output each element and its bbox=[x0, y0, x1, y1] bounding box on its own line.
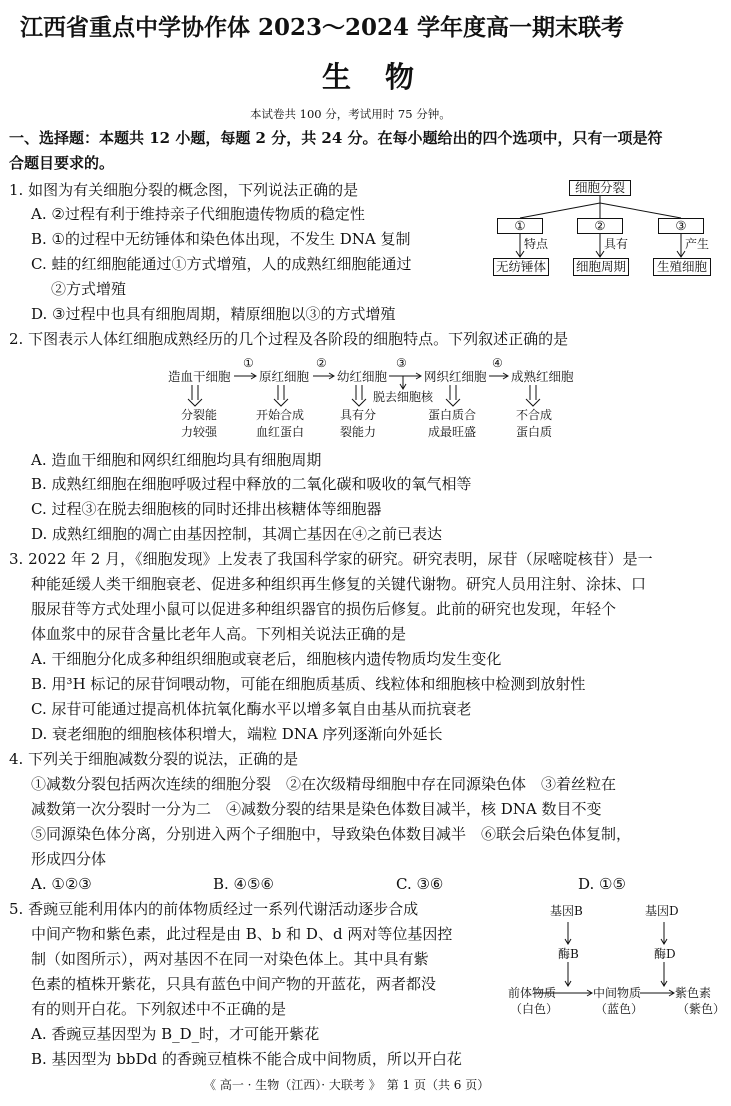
q2-step-4: ④ bbox=[492, 356, 503, 370]
q5-color-white: （白色） bbox=[510, 1002, 559, 1016]
q2-stage-2: 原红细胞 bbox=[259, 369, 310, 384]
q4-option-b: B. ④⑤⑥ bbox=[213, 875, 274, 893]
q3-option-b: B. 用³H 标记的尿苷饲喂动物，可能在细胞质基质、线粒体和细胞核中检测到放射性 bbox=[31, 675, 586, 693]
q2-step-1: ① bbox=[243, 356, 254, 370]
q2-stem: 2. 下图表示人体红细胞成熟经历的几个过程及各阶段的细胞特点。下列叙述正确的是 bbox=[9, 330, 569, 348]
q4-statement-line2: 减数第一次分裂时一分为二 ④减数分裂的结果是染色体数目减半，核 DNA 数目不变 bbox=[31, 800, 602, 818]
q2-branch-label: 脱去细胞核 bbox=[373, 390, 434, 404]
section-heading-line2: 合题目要求的。 bbox=[9, 154, 115, 172]
subject-title: 生物 bbox=[322, 60, 449, 94]
q2-stage-3: 幼红细胞 bbox=[337, 369, 388, 384]
q1-node-3: ③ bbox=[658, 218, 704, 234]
q4-stem: 4. 下列关于细胞减数分裂的说法，正确的是 bbox=[9, 750, 299, 768]
q5-enzyme-d: 酶D bbox=[654, 947, 676, 961]
q2-trait-4a: 蛋白质合 bbox=[428, 408, 477, 422]
exam-note: 本试卷共 100 分，考试用时 75 分钟。 bbox=[250, 107, 451, 121]
q3-option-a: A. 干细胞分化成多种组织细胞或衰老后，细胞核内遗传物质均发生变化 bbox=[31, 650, 502, 668]
q1-root-node: 细胞分裂 bbox=[569, 180, 631, 196]
q5-gene-d: 基因D bbox=[645, 904, 679, 918]
q2-option-b: B. 成熟红细胞在细胞呼吸过程中释放的二氧化碳和吸收的氧气相等 bbox=[31, 475, 472, 493]
q2-stage-5: 成熟红细胞 bbox=[511, 369, 574, 384]
q5-stem-line3: 制（如图所示），两对基因不在同一对染色体上。其中具有紫 bbox=[31, 950, 429, 968]
q3-stem-line3: 服尿苷等方式处理小鼠可以促进多种组织器官的损伤后修复。此前的研究也发现，年轻个 bbox=[31, 600, 617, 618]
q2-trait-5a: 不合成 bbox=[516, 408, 553, 422]
q2-trait-2a: 开始合成 bbox=[256, 408, 305, 422]
q5-color-blue: （蓝色） bbox=[595, 1002, 644, 1016]
q3-stem-line1: 3. 2022 年 2 月，《细胞发现》上发表了我国科学家的研究。研究表明，尿苷（尿嘧啶核苷）是一 bbox=[9, 550, 653, 568]
q4-statement-line3: ⑤同源染色体分离，分别进入两个子细胞中，导致染色体数目减半 ⑥联会后染色体复制， bbox=[31, 825, 632, 843]
q5-substance-purple: 紫色素 bbox=[675, 986, 712, 1000]
q5-substance-precursor: 前体物质 bbox=[508, 986, 557, 1000]
q1-option-a: A. ②过程有利于维持亲子代细胞遗传物质的稳定性 bbox=[31, 205, 365, 223]
section-heading-line1: 一、选择题：本题共 12 小题，每题 2 分，共 24 分。在每小题给出的四个选项中，只有一项是符 bbox=[9, 129, 663, 147]
q1-node-2: ② bbox=[577, 218, 623, 234]
q2-trait-1a: 分裂能 bbox=[181, 408, 218, 422]
q4-statement-line4: 形成四分体 bbox=[31, 850, 107, 868]
q1-option-b: B. ①的过程中无纺锤体和染色体出现，不发生 DNA 复制 bbox=[31, 230, 411, 248]
q2-step-2: ② bbox=[316, 356, 327, 370]
q2-trait-4b: 成最旺盛 bbox=[428, 425, 477, 439]
q2-trait-3b: 裂能力 bbox=[340, 425, 377, 439]
q2-option-c: C. 过程③在脱去细胞核的同时还排出核糖体等细胞器 bbox=[31, 500, 382, 518]
q4-option-d: D. ①⑤ bbox=[578, 875, 626, 893]
q5-stem-line4: 色素的植株开紫花，只具有蓝色中间产物的开蓝花，两者都没 bbox=[31, 975, 437, 993]
q1-stem: 1. 如图为有关细胞分裂的概念图，下列说法正确的是 bbox=[9, 181, 359, 199]
q5-gene-b: 基因B bbox=[550, 904, 583, 918]
q1-link-3: 产生 bbox=[685, 237, 710, 251]
q5-substance-intermediate: 中间物质 bbox=[593, 986, 642, 1000]
q2-trait-1b: 力较强 bbox=[181, 425, 218, 439]
q2-trait-5b: 蛋白质 bbox=[516, 425, 553, 439]
q5-enzyme-b: 酶B bbox=[558, 947, 579, 961]
q1-option-d: D. ③过程中也具有细胞周期，精原细胞以③的方式增殖 bbox=[31, 305, 396, 323]
page-footer: 《 高一 · 生物（江西）· 大联考 》 第 1 页（共 6 页） bbox=[204, 1078, 490, 1092]
q2-trait-3a: 具有分 bbox=[340, 408, 377, 422]
q3-option-d: D. 衰老细胞的细胞核体积增大，端粒 DNA 序列逐渐向外延长 bbox=[31, 725, 443, 743]
q5-option-a: A. 香豌豆基因型为 B_D_时，才可能开紫花 bbox=[31, 1025, 320, 1043]
exam-title: 江西省重点中学协作体 2023～2024 学年度高一期末联考 bbox=[20, 14, 625, 41]
q1-leaf-3: 生殖细胞 bbox=[653, 258, 711, 276]
q4-statement-line1: ①减数分裂包括两次连续的细胞分裂 ②在次级精母细胞中存在同源染色体 ③着丝粒在 bbox=[31, 775, 617, 793]
q2-stage-1: 造血干细胞 bbox=[168, 369, 231, 384]
q3-stem-line2: 种能延缓人类干细胞衰老、促进多种组织再生修复的关键代谢物。研究人员用注射、涂抹、口 bbox=[31, 575, 647, 593]
q5-color-purple: （紫色） bbox=[677, 1002, 726, 1016]
q2-option-a: A. 造血干细胞和网织红细胞均具有细胞周期 bbox=[31, 451, 322, 469]
q5-option-b: B. 基因型为 bbDd 的香豌豆植株不能合成中间物质，所以开白花 bbox=[31, 1050, 462, 1068]
q4-option-c: C. ③⑥ bbox=[396, 875, 444, 893]
q1-node-1: ① bbox=[497, 218, 543, 234]
q2-trait-2b: 血红蛋白 bbox=[256, 425, 305, 439]
q1-leaf-1: 无纺锤体 bbox=[493, 258, 549, 276]
q1-link-1: 特点 bbox=[524, 237, 549, 251]
q2-step-3: ③ bbox=[396, 356, 407, 370]
q2-stage-4: 网织红细胞 bbox=[424, 369, 487, 384]
q5-stem-line5: 有的则开白花。下列叙述中不正确的是 bbox=[31, 1000, 287, 1018]
q4-option-a: A. ①②③ bbox=[31, 875, 92, 893]
q1-link-2: 具有 bbox=[604, 237, 629, 251]
q1-option-c: C. 蛙的红细胞能通过①方式增殖，人的成熟红细胞能通过 bbox=[31, 255, 412, 273]
q3-stem-line4: 体血浆中的尿苷含量比老年人高。下列相关说法正确的是 bbox=[31, 625, 407, 643]
q5-stem-line1: 5. 香豌豆能利用体内的前体物质经过一系列代谢活动逐步合成 bbox=[9, 900, 419, 918]
q1-option-c-cont: ②方式增殖 bbox=[51, 280, 127, 298]
q1-leaf-2: 细胞周期 bbox=[573, 258, 629, 276]
q3-option-c: C. 尿苷可能通过提高机体抗氧化酶水平以增多氧自由基从而抗衰老 bbox=[31, 700, 472, 718]
q5-stem-line2: 中间产物和紫色素，此过程是由 B、b 和 D、d 两对等位基因控 bbox=[31, 925, 453, 943]
q2-option-d: D. 成熟红细胞的凋亡由基因控制，其凋亡基因在④之前已表达 bbox=[31, 525, 443, 543]
